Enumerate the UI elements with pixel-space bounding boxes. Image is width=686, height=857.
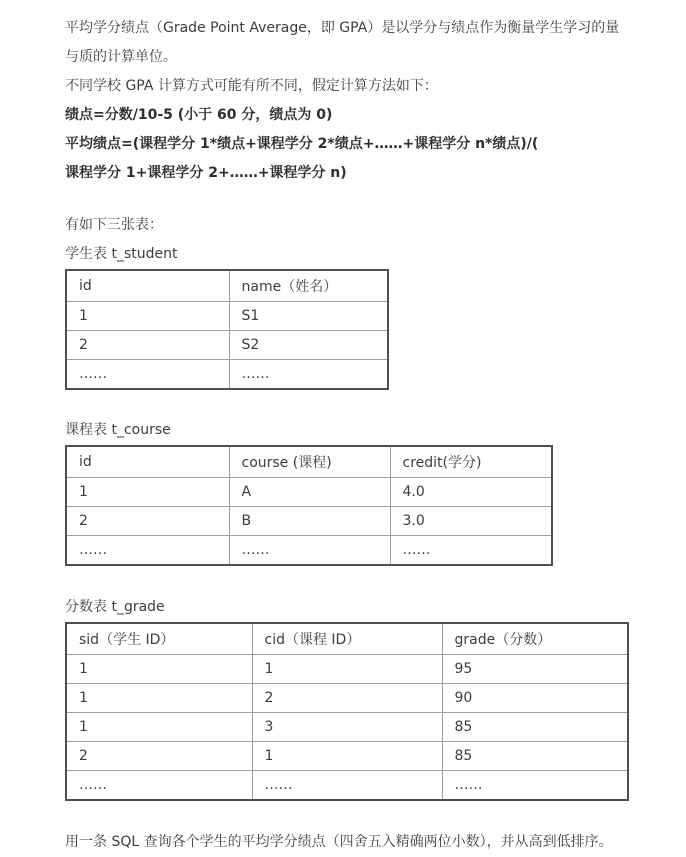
- grade-table-cell: 2: [66, 742, 252, 771]
- grade-table-header-sid: sid（学生 ID）: [66, 623, 252, 655]
- grade-table-cell: 1: [66, 684, 252, 713]
- course-table: [65, 445, 553, 566]
- grade-table-cell: 90: [442, 684, 628, 713]
- student-table-row: [66, 331, 388, 360]
- intro-line-1: 平均学分绩点（Grade Point Average，即 GPA）是以学分与绩点作为衡量学生学习的量: [65, 20, 620, 36]
- course-table-cell: 4.0: [390, 478, 552, 507]
- grade-table-row: [66, 655, 628, 684]
- student-table-cell: ……: [66, 360, 229, 390]
- grade-table-header-grade: grade（分数）: [442, 623, 628, 655]
- student-table-row: [66, 360, 388, 390]
- tables-intro-text: 有如下三张表：: [65, 217, 163, 233]
- student-table-cell: 1: [66, 302, 229, 331]
- course-table-row: [66, 507, 552, 536]
- grade-table: [65, 622, 629, 801]
- course-table-header-row: [66, 446, 552, 478]
- grade-table-cell: ……: [252, 771, 442, 801]
- student-table-cell: S2: [229, 331, 388, 360]
- course-table-cell: A: [229, 478, 390, 507]
- student-table-header-row: [66, 270, 388, 302]
- student-table-header-name: name（姓名）: [229, 270, 388, 302]
- student-table-row: [66, 302, 388, 331]
- course-table-cell: ……: [66, 536, 229, 566]
- grade-table-cell: 1: [66, 713, 252, 742]
- intro-line-3: 不同学校 GPA 计算方式可能有所不同，假定计算方法如下：: [65, 78, 438, 94]
- grade-table-cell: 85: [442, 742, 628, 771]
- grade-table-header-cid: cid（课程 ID）: [252, 623, 442, 655]
- grade-table-header-row: [66, 623, 628, 655]
- grade-table-cell: 1: [252, 742, 442, 771]
- formula-average-part1: 平均绩点=(课程学分 1*绩点+课程学分 2*绩点+……+课程学分 n*绩点)/(: [65, 136, 539, 152]
- grade-table-cell: ……: [442, 771, 628, 801]
- grade-table-cell: 3: [252, 713, 442, 742]
- student-table-label: 学生表 t_student: [65, 246, 178, 262]
- grade-table-label: 分数表 t_grade: [65, 599, 165, 615]
- course-table-cell: ……: [229, 536, 390, 566]
- sql-question-text: 用一条 SQL 查询各个学生的平均学分绩点（四舍五入精确两位小数），并从高到低排序。: [65, 834, 613, 850]
- course-table-header-id: id: [66, 446, 229, 478]
- course-table-header-credit: credit(学分): [390, 446, 552, 478]
- intro-line-2: 与质的计算单位。: [65, 49, 177, 65]
- grade-table-row: [66, 771, 628, 801]
- course-table-cell: 1: [66, 478, 229, 507]
- formula-gpa-point: 绩点=分数/10-5 (小于 60 分，绩点为 0): [65, 107, 333, 123]
- grade-table-cell: ……: [66, 771, 252, 801]
- course-table-label: 课程表 t_course: [65, 422, 171, 438]
- student-table-cell: S1: [229, 302, 388, 331]
- student-table-cell: ……: [229, 360, 388, 390]
- grade-table-cell: 2: [252, 684, 442, 713]
- course-table-cell: 2: [66, 507, 229, 536]
- course-table-row: [66, 536, 552, 566]
- grade-table-row: [66, 684, 628, 713]
- grade-table-cell: 1: [252, 655, 442, 684]
- course-table-header-course: course (课程): [229, 446, 390, 478]
- student-table: [65, 269, 389, 390]
- grade-table-row: [66, 713, 628, 742]
- student-table-cell: 2: [66, 331, 229, 360]
- formula-average-part2: 课程学分 1+课程学分 2+……+课程学分 n): [65, 165, 347, 181]
- course-table-cell: 3.0: [390, 507, 552, 536]
- course-table-cell: ……: [390, 536, 552, 566]
- grade-table-row: [66, 742, 628, 771]
- grade-table-cell: 95: [442, 655, 628, 684]
- course-table-cell: B: [229, 507, 390, 536]
- grade-table-cell: 1: [66, 655, 252, 684]
- grade-table-cell: 85: [442, 713, 628, 742]
- student-table-header-id: id: [66, 270, 229, 302]
- course-table-row: [66, 478, 552, 507]
